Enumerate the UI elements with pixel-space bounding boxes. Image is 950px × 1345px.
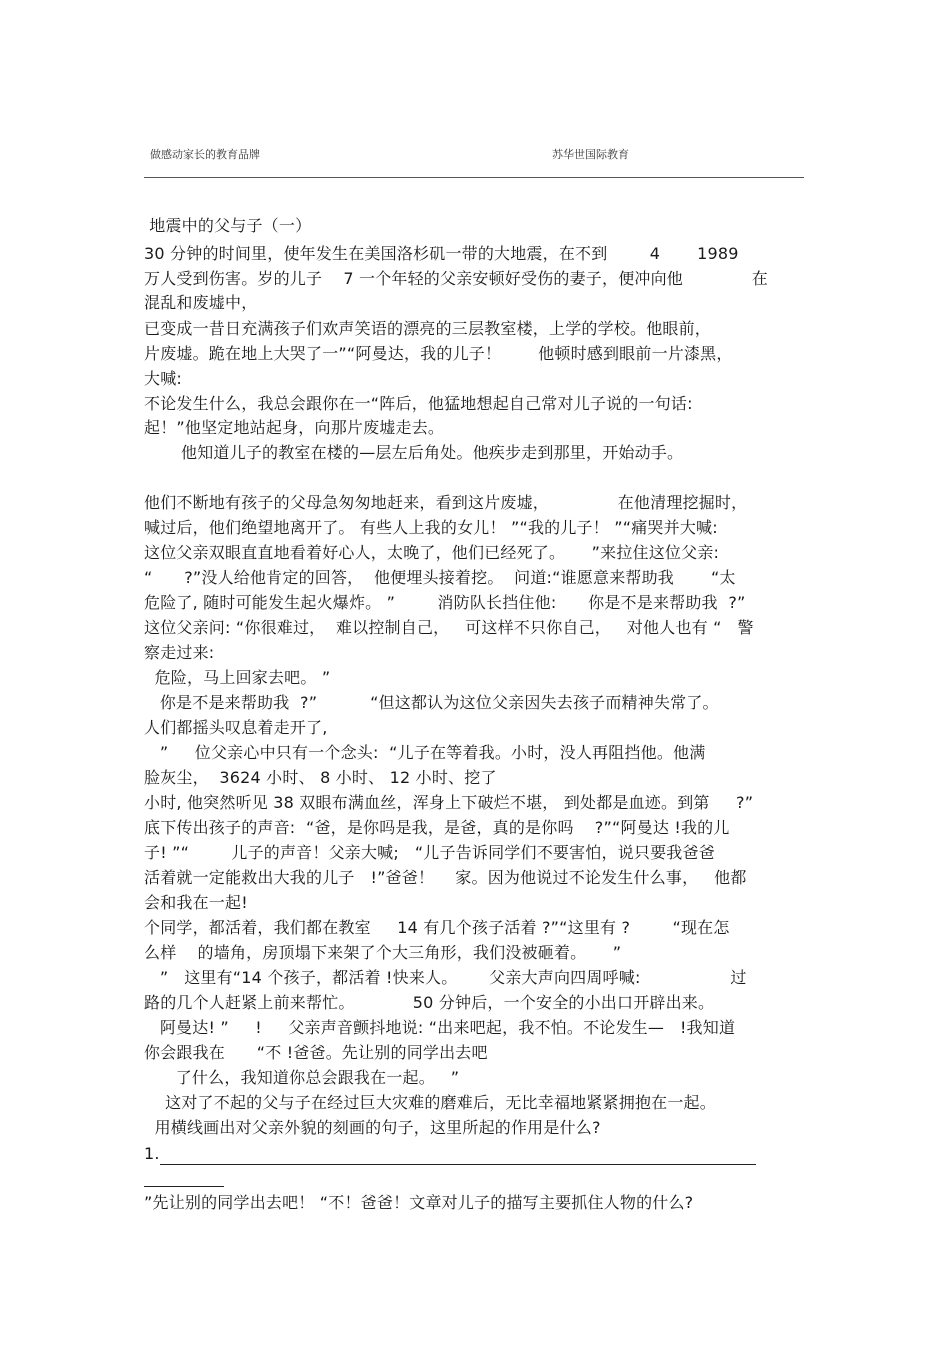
text-line: 他们不断地有孩子的父母急匆匆地赶来，看到这片废墟， 在他清理挖掘时， <box>144 493 748 512</box>
article-title: 地震中的父与子（一） <box>144 216 312 235</box>
header-divider <box>144 177 804 178</box>
text-line: 这对了不起的父与子在经过巨大灾难的磨难后，无比幸福地紧紧拥抱在一起。 <box>144 1093 716 1112</box>
text-line: 万人受到伤害。岁的儿子 7 一个年轻的父亲安顿好受伤的妻子，便冲向他 在 <box>144 269 768 288</box>
header-brand: 苏华世国际教育 <box>552 148 629 161</box>
text-line: 你会跟我在 “不 !爸爸。先让别的同学出去吧 <box>144 1043 488 1062</box>
text-line: 危险，马上回家去吧。 ” <box>144 668 331 687</box>
text-line: 路的几个人赶紧上前来帮忙。 50 分钟后，一个安全的小出口开辟出来。 <box>144 993 715 1012</box>
text-line: 会和我在一起! <box>144 893 248 912</box>
text-line: 你是不是来帮助我 ?” “但这都认为这位父亲因失去孩子而精神失常了。 <box>144 693 719 712</box>
text-line: 起！”他坚定地站起身，向那片废墟走去。 <box>144 418 445 437</box>
text-line: 他知道儿子的教室在楼的—层左后角处。他疾步走到那里，开始动手。 <box>144 443 684 462</box>
text-line: 脸灰尘， 3624 小时、 8 小时、 12 小时、挖了 <box>144 768 497 787</box>
question-2: ”先让别的同学出去吧！ “不！爸爸！文章对儿子的描写主要抓住人物的什么? <box>144 1193 694 1212</box>
answer-blank[interactable] <box>160 1164 756 1165</box>
text-line: 个同学，都活着，我们都在教室 14 有几个孩子活着 ?”“这里有 ? “现在怎 <box>144 918 730 937</box>
text-line: 已变成一昔日充满孩子们欢声笑语的漂亮的三层教室楼，上学的学校。他眼前， <box>144 319 712 338</box>
text-line: 察走过来: <box>144 643 215 662</box>
text-line: 喊过后，他们绝望地离开了。 有些人上我的女儿！ ”“我的儿子！ ”“痛哭并大喊: <box>144 518 718 537</box>
text-line: 活着就一定能救出大我的儿子 !”爸爸！ 家。因为他说过不论发生什么事， 他都 <box>144 868 747 887</box>
header-slogan: 做感动家长的教育品牌 <box>150 148 260 161</box>
text-line: 不论发生什么，我总会跟你在一“阵后，他猛地想起自己常对儿子说的一句话: <box>144 394 693 413</box>
text-line: 了什么，我知道你总会跟我在一起。 ” <box>144 1068 460 1087</box>
text-line: 混乱和废墟中， <box>144 293 258 312</box>
text-line: 子! ”“ 儿子的声音！父亲大喊; “儿子告诉同学们不要害怕，说只要我爸爸 <box>144 843 715 862</box>
text-line: 30 分钟的时间里，使年发生在美国洛杉矶一带的大地震，在不到 4 1989 <box>144 244 739 263</box>
text-line: 危险了, 随时可能发生起火爆炸。 ” 消防队长挡住他: 你是不是来帮助我 ?” <box>144 593 746 612</box>
text-line: 人们都摇头叹息着走开了, <box>144 718 328 737</box>
text-line: “ ?”没人给他肯定的回答， 他便埋头接着挖。 问道:“谁愿意来帮助我 “太 <box>144 568 736 587</box>
question-prompt: 用横线画出对父亲外貌的刻画的句子，这里所起的作用是什么? <box>144 1118 601 1137</box>
text-line: 片废墟。跪在地上大哭了一”“阿曼达，我的儿子！ 他顿时感到眼前一片漆黑， <box>144 344 733 363</box>
text-line: 底下传出孩子的声音: “爸，是你吗是我，是爸，真的是你吗 ?”“阿曼达 !我的儿 <box>144 818 730 837</box>
text-line: ” 这里有“14 个孩子，都活着 !快来人。 父亲大声向四周呼喊: 过 <box>144 968 747 987</box>
text-line: 大喊: <box>144 369 182 388</box>
text-line: 阿曼达! ” ! 父亲声音颤抖地说: “出来吧起，我不怕。不论发生— !我知道 <box>144 1018 736 1037</box>
answer-blank-continued[interactable] <box>144 1186 224 1187</box>
question-number: 1. <box>144 1144 160 1163</box>
text-line: 这位父亲双眼直直地看着好心人，太晚了，他们已经死了。 ”来拉住这位父亲: <box>144 543 720 562</box>
text-line: 么样 的墙角，房顶塌下来架了个大三角形，我们没被砸着。 ” <box>144 943 622 962</box>
text-line: 这位父亲问: “你很难过， 难以控制自己， 可这样不只你自己， 对他人也有 “ 警 <box>144 618 754 637</box>
text-line: 小时, 他突然听见 38 双眼布满血丝，浑身上下破烂不堪， 到处都是血迹。到第 ?” <box>144 793 754 812</box>
text-line: ” 位父亲心中只有一个念头: “儿子在等着我。小时，没人再阻挡他。他满 <box>144 743 706 762</box>
